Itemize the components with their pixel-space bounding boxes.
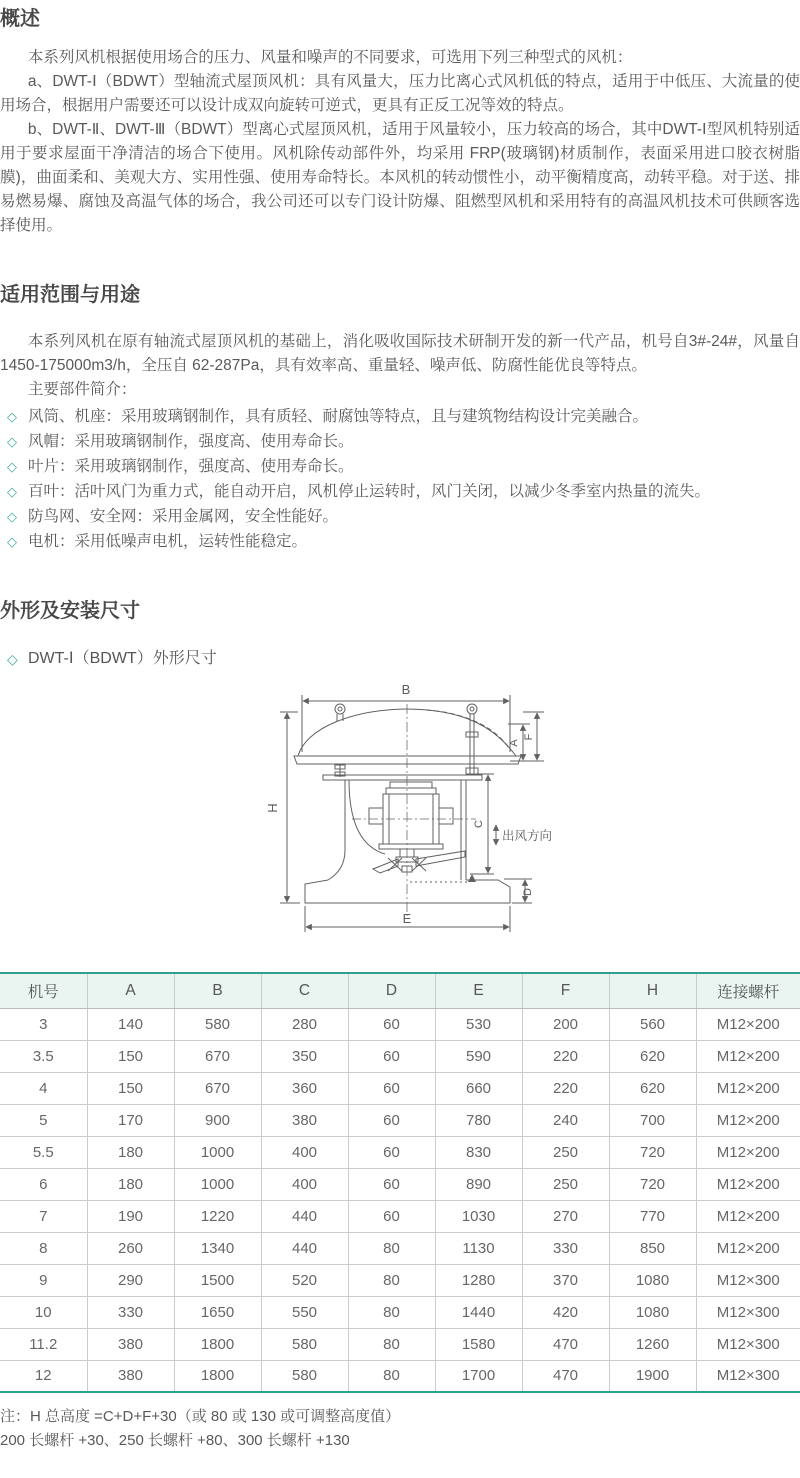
footnotes [0,1405,800,1453]
table-cell: 190 [87,1200,174,1232]
table-cell: 580 [261,1360,348,1392]
table-cell: 850 [609,1232,696,1264]
table-cell: 8 [0,1232,87,1264]
table-cell: 1440 [435,1296,522,1328]
table-cell: 7 [0,1200,87,1232]
table-cell: 12 [0,1360,87,1392]
table-cell: 80 [348,1328,435,1360]
table-cell: 250 [522,1168,609,1200]
table-cell: 150 [87,1040,174,1072]
table-cell: 440 [261,1232,348,1264]
table-row [0,1232,800,1264]
dim-label-f: F [523,733,535,741]
table-cell: 360 [261,1072,348,1104]
diamond-bullet-icon: ◇ [7,484,17,499]
table-header-row [0,973,800,1008]
table-row [0,1264,800,1296]
column-header: D [348,973,435,1008]
table-cell: M12×200 [696,1008,800,1040]
table-cell: 830 [435,1136,522,1168]
parts-list-text: 叶片：采用玻璃钢制作，强度高、使用寿命长。 [28,458,354,475]
table-cell: 1340 [174,1232,261,1264]
table-cell: 80 [348,1264,435,1296]
parts-list-item [0,454,800,479]
outlet-direction-label: 出风方向 [502,829,553,843]
table-cell: 5 [0,1104,87,1136]
column-header: A [87,973,174,1008]
table-cell: 60 [348,1200,435,1232]
table-row [0,1040,800,1072]
parts-list-text: 风筒、机座：采用玻璃钢制作，具有质轻、耐腐蚀等特点，且与建筑物结构设计完美融合。 [28,408,649,425]
table-cell: 590 [435,1040,522,1072]
table-cell: 530 [435,1008,522,1040]
table-cell: 400 [261,1168,348,1200]
table-cell: 520 [261,1264,348,1296]
table-cell: 1280 [435,1264,522,1296]
table-cell: 620 [609,1072,696,1104]
overview-section-title: 概述 [0,8,40,30]
table-cell: 3 [0,1008,87,1040]
table-cell: M12×200 [696,1040,800,1072]
table-cell: 1000 [174,1136,261,1168]
table-cell: M12×200 [696,1136,800,1168]
parts-list-item [0,529,800,554]
table-row [0,1168,800,1200]
table-cell: 1500 [174,1264,261,1296]
table-cell: 400 [261,1136,348,1168]
table-cell: 350 [261,1040,348,1072]
table-cell: 580 [174,1008,261,1040]
table-cell: 10 [0,1296,87,1328]
table-cell: 1800 [174,1328,261,1360]
parts-list-item [0,479,800,504]
table-cell: 3.5 [0,1040,87,1072]
table-cell: 1700 [435,1360,522,1392]
table-cell: M12×200 [696,1232,800,1264]
dim-label-a: A [508,739,520,747]
parts-list-text: 百叶：活叶风门为重力式，能自动开启，风机停止运转时，风门关闭，以减少冬季室内热量的流失。 [28,483,711,500]
table-cell: 270 [522,1200,609,1232]
table-cell: 1260 [609,1328,696,1360]
table-cell: 180 [87,1168,174,1200]
table-cell: 1030 [435,1200,522,1232]
parts-list-item [0,504,800,529]
table-cell: 180 [87,1136,174,1168]
parts-list [0,404,800,554]
parts-list-text: 风帽：采用玻璃钢制作，强度高、使用寿命长。 [28,433,354,450]
table-cell: 380 [261,1104,348,1136]
table-cell: 470 [522,1360,609,1392]
table-row [0,1104,800,1136]
table-cell: 4 [0,1072,87,1104]
table-cell: 580 [261,1328,348,1360]
table-cell: 6 [0,1168,87,1200]
table-cell: 380 [87,1328,174,1360]
table-row [0,1072,800,1104]
table-cell: 5.5 [0,1136,87,1168]
table-cell: 60 [348,1008,435,1040]
table-cell: M12×200 [696,1200,800,1232]
overview-paragraph-2: a、DWT-Ⅰ（BDWT）型轴流式屋顶风机：具有风量大，压力比离心式风机低的特点，适用于中低压、大流量的使用场合，根据用户需要还可以设计成双向旋转可逆式，更具有正反工况等效的特点。 [0,73,800,114]
table-body [0,1008,800,1392]
table-row [0,1360,800,1392]
dim-label-d: D [522,888,534,896]
table-row [0,1008,800,1040]
column-header: F [522,973,609,1008]
table-cell: M12×300 [716,1367,780,1385]
table-row [0,1136,800,1168]
table-cell: 220 [522,1040,609,1072]
table-cell: 1220 [174,1200,261,1232]
column-header: C [261,973,348,1008]
table-cell: 170 [87,1104,174,1136]
table-cell: 280 [261,1008,348,1040]
parts-list-item [0,429,800,454]
table-cell: 560 [609,1008,696,1040]
table-cell: 200 [522,1008,609,1040]
table-cell: 240 [522,1104,609,1136]
fan-dimension-diagram [240,682,600,934]
table-cell: 60 [348,1168,435,1200]
table-cell: 440 [261,1200,348,1232]
table-cell: 140 [87,1008,174,1040]
table-cell: 60 [348,1136,435,1168]
table-row [0,1296,800,1328]
table-cell: 1000 [174,1168,261,1200]
table-cell: 11.2 [0,1328,87,1360]
table-cell: 80 [348,1232,435,1264]
table-header [0,973,800,1008]
dim-label-e: E [402,911,412,926]
table-cell: 670 [174,1040,261,1072]
parts-list-text: 电机：采用低噪声电机，运转性能稳定。 [28,533,308,550]
table-cell: 1800 [174,1360,261,1392]
table-cell: M12×200 [696,1072,800,1104]
table-cell: 470 [522,1328,609,1360]
footnote-line-2: 200 长螺杆 +30、250 长螺杆 +80、300 长螺杆 +130 [0,1432,350,1449]
table-row [0,1200,800,1232]
column-header: E [435,973,522,1008]
diamond-bullet-icon: ◇ [7,459,17,474]
application-section-title: 适用范围与用途 [0,284,140,306]
column-header: 机号 [0,973,87,1008]
table-cell: 380 [87,1360,174,1392]
table-cell: 80 [348,1296,435,1328]
dimensions-table [0,972,800,1393]
table-cell: 660 [435,1072,522,1104]
table-cell: 1080 [609,1264,696,1296]
dimensions-subtitle: DWT-Ⅰ（BDWT）外形尺寸 [28,650,217,667]
dimensions-section-title: 外形及安装尺寸 [0,600,140,622]
table-cell: 550 [261,1296,348,1328]
table-row [0,1328,800,1360]
diamond-bullet-icon: ◇ [7,434,17,449]
table-cell: 330 [522,1232,609,1264]
table-cell: 60 [348,1040,435,1072]
diamond-bullet-icon: ◇ [7,509,17,524]
table-cell: 220 [522,1072,609,1104]
dim-label-c: C [473,820,485,828]
table-cell: 330 [87,1296,174,1328]
table-cell: 1130 [435,1232,522,1264]
dimensions-subtitle-row [0,648,800,670]
table-cell: 150 [87,1072,174,1104]
table-cell: M12×300 [696,1264,800,1296]
parts-list-text: 防鸟网、安全网：采用金属网，安全性能好。 [28,508,339,525]
table-cell: 290 [87,1264,174,1296]
footnote-line-1: 注：H 总高度 =C+D+F+30（或 80 或 130 或可调整高度值） [0,1408,401,1425]
table-cell: 720 [609,1136,696,1168]
table-cell: 80 [348,1360,435,1392]
overview-paragraphs [0,46,800,238]
column-header: 连接螺杆 [696,973,800,1008]
column-header: B [174,973,261,1008]
parts-list-item [0,404,800,429]
table-cell: M12×300 [696,1328,800,1360]
table-cell: 250 [522,1136,609,1168]
diamond-bullet-icon: ◇ [7,534,17,549]
diamond-bullet-icon: ◇ [7,409,17,424]
table-cell: 370 [522,1264,609,1296]
overview-paragraph-1: 本系列风机根据使用场合的压力、风量和噪声的不同要求，可选用下列三种型式的风机： [27,49,633,66]
overview-paragraph-3: b、DWT-Ⅱ、DWT-Ⅲ（BDWT）型离心式屋顶风机，适用于风量较小，压力较高的场合，其中DWT-Ⅰ型风机特别适用于要求屋面干净清洁的场合下使用。风机除传动部件外，均采用 FRP(玻璃钢)材质制作，表面采用进口胶衣树脂膜)，曲面柔和、美观大方、实用性强、使用寿命特长。本风机的转动惯性小，动平衡精度高，动转平稳。对于送、排易燃易爆、腐蚀及高温气体的场合，我公司还可以专门设计防爆、阻燃型风机和采用特有的高温风机技术可供顾客选择使用。 [0,121,800,234]
table-cell: 260 [87,1232,174,1264]
table-cell: 890 [435,1168,522,1200]
table-cell: 1650 [174,1296,261,1328]
table-cell: 770 [609,1200,696,1232]
table-cell: M12×200 [696,1168,800,1200]
dim-label-h: H [265,803,280,813]
table-cell: 9 [0,1264,87,1296]
table-cell: 1080 [609,1296,696,1328]
table-cell: 420 [522,1296,609,1328]
table-cell: 700 [609,1104,696,1136]
table-cell: M12×200 [696,1104,800,1136]
table-cell: 60 [348,1072,435,1104]
parts-intro-label: 主要部件简介： [27,381,137,398]
dim-label-b: B [401,682,411,697]
table-cell: 60 [348,1104,435,1136]
diamond-bullet-icon: ◇ [7,651,18,667]
table-cell: 720 [609,1168,696,1200]
table-cell: 620 [609,1040,696,1072]
table-cell: 780 [435,1104,522,1136]
table-cell: 900 [174,1104,261,1136]
column-header: H [609,973,696,1008]
fan-drawing-svg [240,682,600,934]
application-intro-paragraph: 本系列风机在原有轴流式屋顶风机的基础上，消化吸收国际技术研制开发的新一代产品，机号自3#-24#，风量自 1450-175000m3/h，全压自 62-287Pa，具有效率高、重量轻、噪声低、防腐性能优良等特点。 [0,333,800,374]
table-cell: 1580 [435,1328,522,1360]
table-cell: 1900 [609,1360,696,1392]
table-cell: 670 [174,1072,261,1104]
table-cell: M12×300 [696,1296,800,1328]
